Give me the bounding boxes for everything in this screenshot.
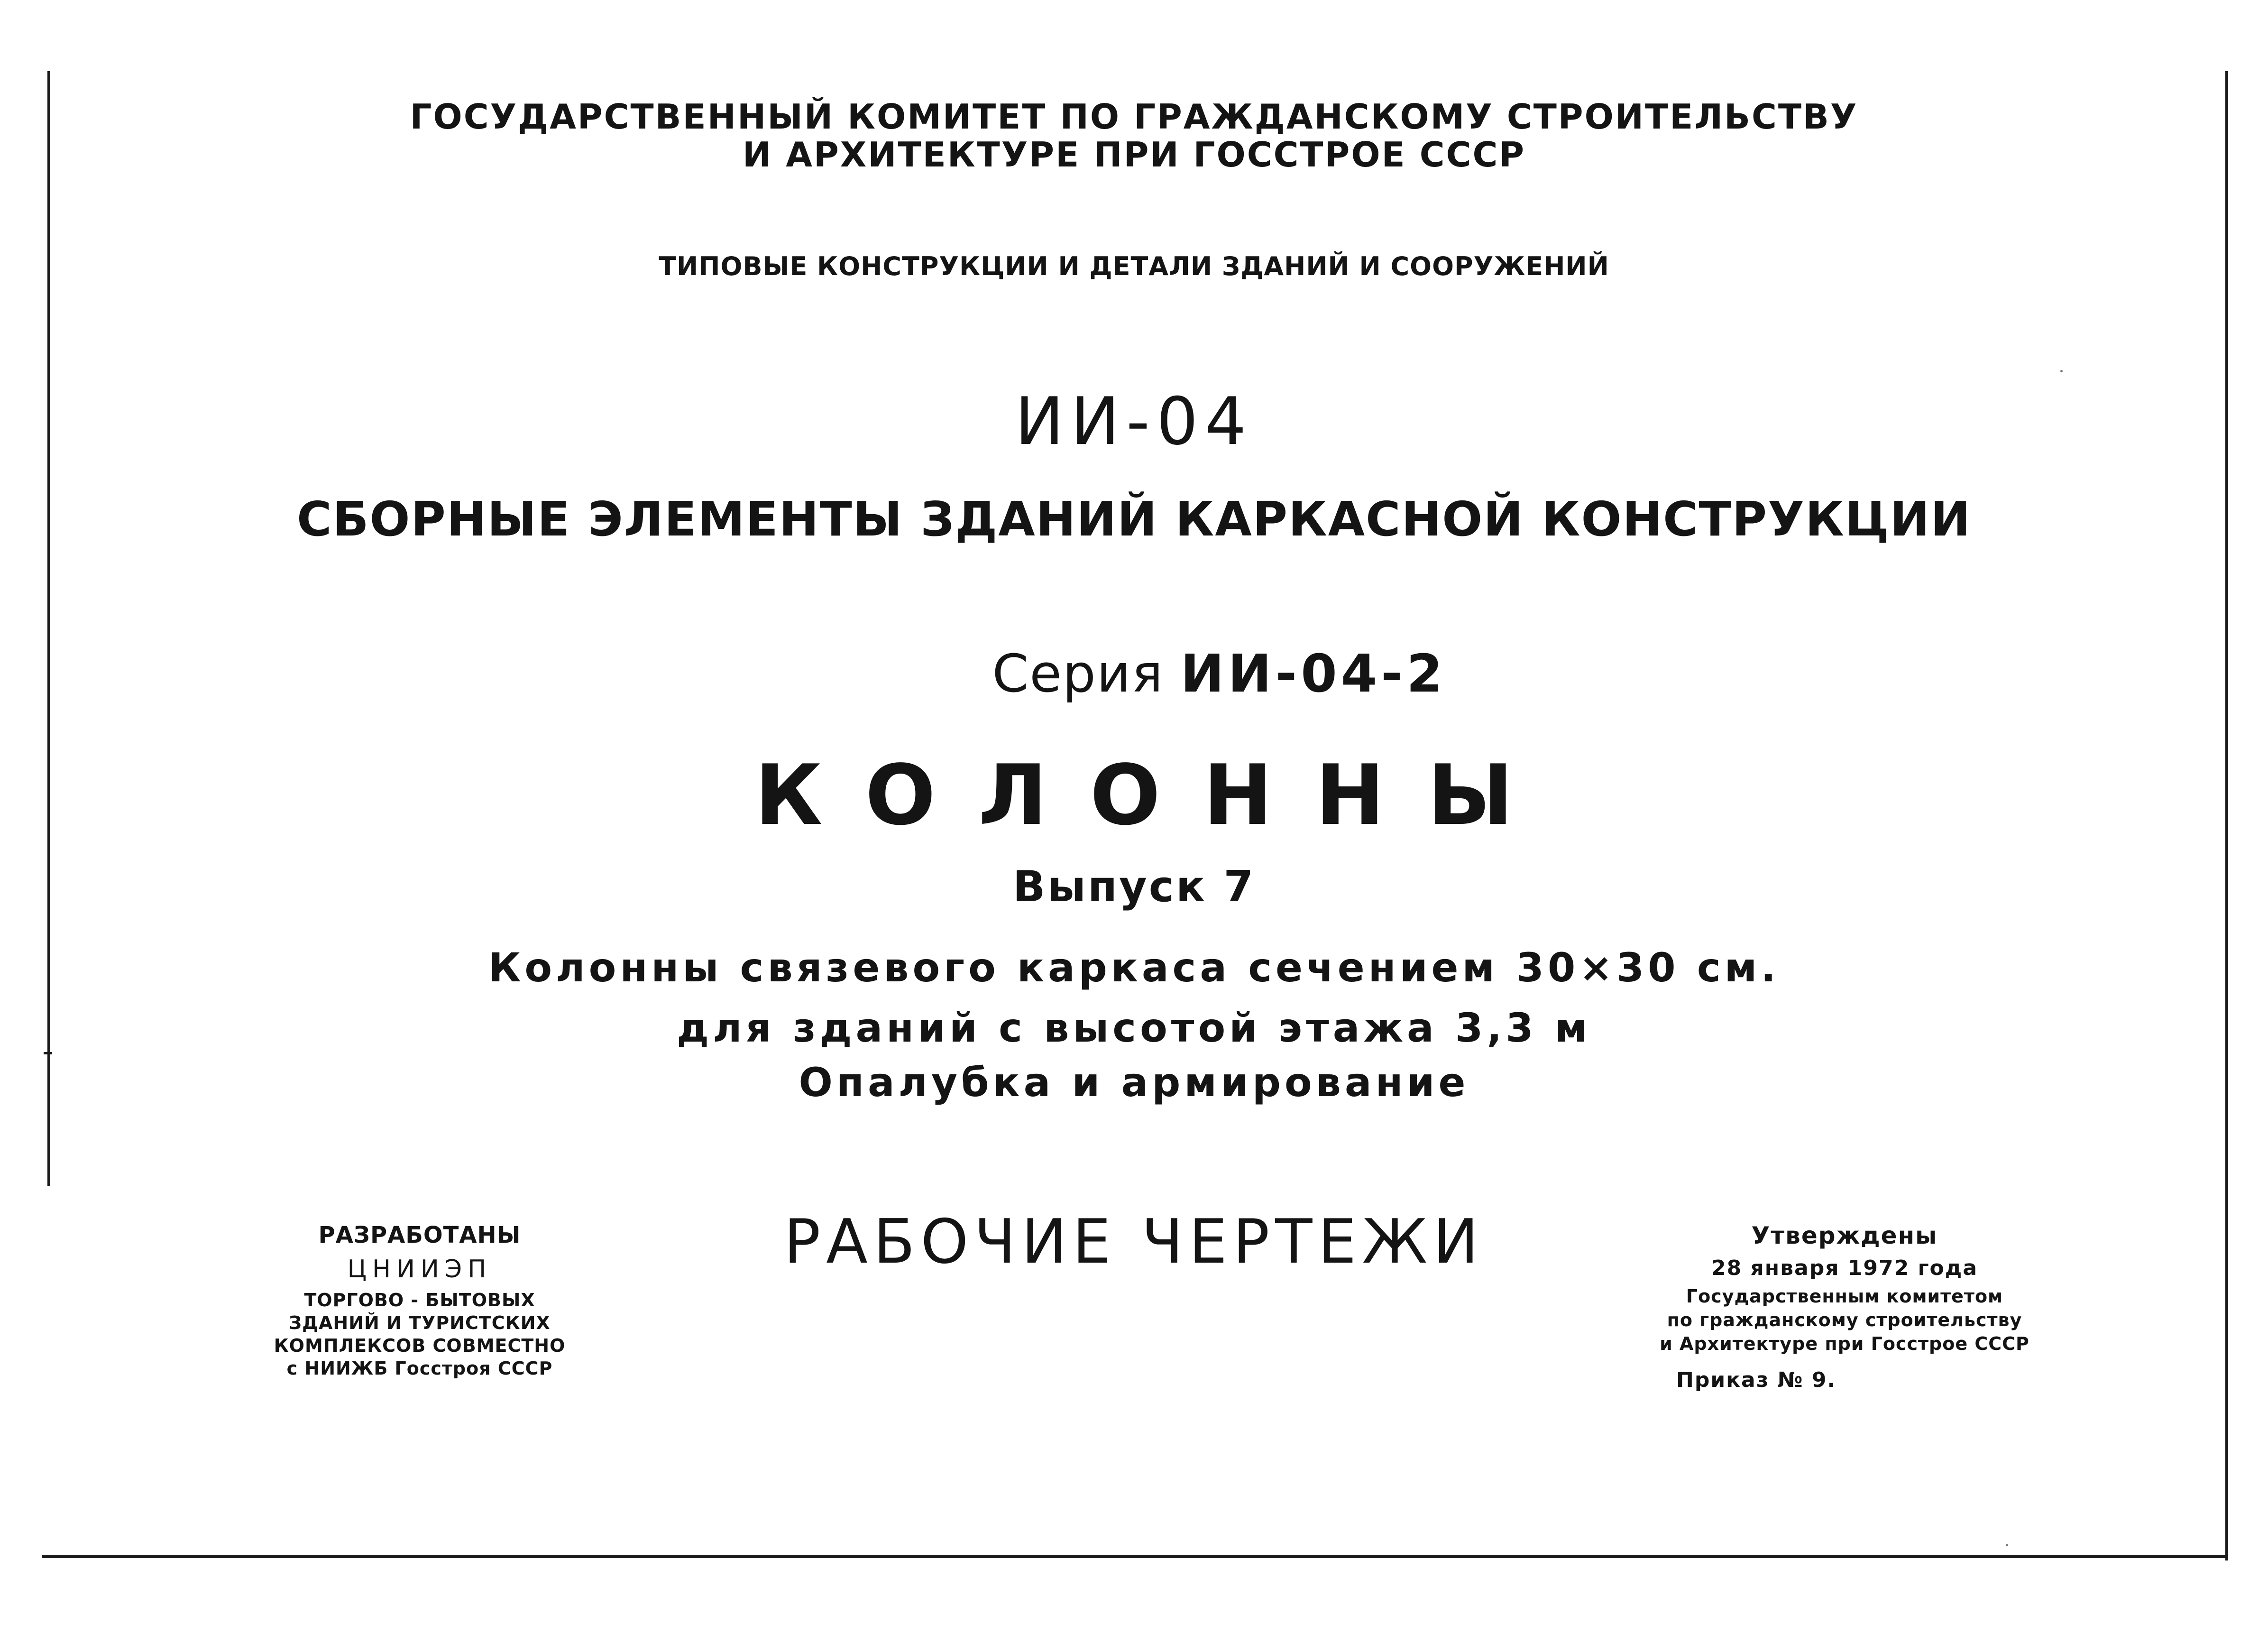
description-line-3: Опалубка и армирование (799, 1059, 1469, 1106)
org-line-2: И АРХИТЕКТУРЕ ПРИ ГОССТРОЕ СССР (742, 135, 1526, 175)
org-line-1: ГОСУДАРСТВЕННЫЙ КОМИТЕТ ПО ГРАЖДАНСКОМУ СТРОИТЕЛЬСТВУ (410, 97, 1858, 137)
work-drawings-title: РАБОЧИЕ ЧЕРТЕЖИ (784, 1207, 1484, 1277)
scan-speck (2006, 1544, 2008, 1546)
frame-left-tick (44, 1052, 52, 1054)
frame-bottom-border (42, 1555, 2227, 1558)
approval-date: 28 января 1972 года (1711, 1256, 1978, 1280)
approval-line-3: и Архитектуре при Госстрое СССР (1660, 1333, 2029, 1354)
subtitle: СБОРНЫЕ ЭЛЕМЕНТЫ ЗДАНИЙ КАРКАСНОЙ КОНСТРУКЦИИ (296, 491, 1972, 547)
series-code: ИИ-04-2 (1180, 643, 1447, 704)
scan-speck (2060, 370, 2063, 372)
order-number: Приказ № 9. (1676, 1368, 1836, 1392)
developer-line-4: с НИИЖБ Госстроя СССР (286, 1358, 553, 1379)
issue-number: Выпуск 7 (1012, 862, 1256, 912)
developer-line-2: ЗДАНИЙ И ТУРИСТСКИХ (289, 1312, 551, 1333)
series-label: Серия (992, 643, 1164, 704)
description-line-1: Колонны связевого каркаса сечением 30×30 см. (488, 944, 1780, 991)
description-line-2: для зданий с высотой этажа 3,3 м (677, 1005, 1591, 1051)
developer-line-1: ТОРГОВО - БЫТОВЫХ (304, 1290, 535, 1311)
approval-block (1631, 1224, 2058, 1391)
approved-label: Утверждены (1751, 1222, 1938, 1249)
series-line (85, 643, 2268, 704)
approval-line-1: Государственным комитетом (1686, 1286, 2003, 1307)
developer-line-3: КОМПЛЕКСОВ СОВМЕСТНО (274, 1335, 566, 1356)
approval-line-2: по гражданскому строительству (1667, 1310, 2022, 1330)
developed-by-block (266, 1224, 574, 1377)
main-title: КОЛОННЫ (754, 748, 1556, 844)
developed-by-label: РАЗРАБОТАНЫ (318, 1222, 521, 1248)
document-code: ИИ-04 (1015, 383, 1253, 460)
developer-org: ЦНИИЭП (347, 1255, 492, 1283)
collection-title: ТИПОВЫЕ КОНСТРУКЦИИ И ДЕТАЛИ ЗДАНИЙ И СООРУЖЕНИЙ (659, 251, 1609, 281)
